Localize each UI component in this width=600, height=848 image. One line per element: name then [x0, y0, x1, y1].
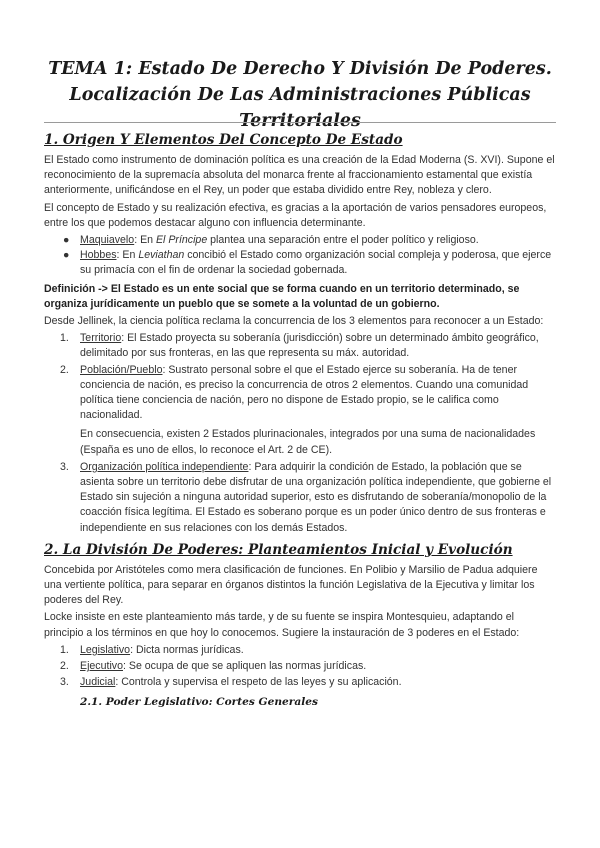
element-text: : El Estado proyecta su soberanía (jurisdicción) sobre un determinado ámbito geográfico, delimitado por sus fronteras, en las que representa su máx. autoridad.: [80, 332, 539, 360]
section-2-heading-text: 2. La División De Poderes: Planteamientos Inicial y Evolución: [44, 541, 513, 558]
title-divider: [44, 122, 556, 123]
list-item: [44, 233, 556, 248]
element-term: Población/Pueblo: [80, 363, 163, 376]
thinker-text-post: concibió el Estado como organización social compleja y poderosa, que ejerce su primacía con el fin de ordenar la sociedad gobernada.: [80, 249, 552, 277]
thinker-work: Leviathan: [138, 249, 185, 262]
power-text: : Dicta normas jurídicas.: [130, 643, 244, 656]
power-term: Ejecutivo: [80, 660, 123, 673]
definition-paragraph: [44, 282, 556, 312]
thinker-name: Hobbes: [80, 249, 117, 262]
power-term: Legislativo: [80, 643, 131, 656]
thinker-text-post: plantea una separación entre el poder político y religioso.: [207, 234, 479, 247]
section-1-heading: [44, 130, 556, 150]
power-text: : Se ocupa de que se apliquen las normas jurídicas.: [123, 660, 367, 673]
page-title: TEMA 1: Estado De Derecho Y División De Poderes. Localización De Las Administraciones Públicas Territoriales: [48, 59, 552, 131]
list-number: 3.: [60, 676, 69, 689]
thinker-work: El Príncipe: [155, 234, 208, 247]
list-number: 3.: [60, 460, 69, 473]
bullet-icon: ●: [63, 234, 70, 247]
section-2-paragraph-1: Concebida por Aristóteles como mera clasificación de funciones. En Polibio y Marsilio de Padua adquiere una vertiente política, para separar en órganos distintos la función Legislativa de la Ejecutiva y limitar los poderes del Rey.: [44, 563, 538, 607]
powers-list: [44, 643, 556, 691]
state-elements-list: [44, 331, 556, 536]
thinker-text-pre: : En: [116, 249, 139, 262]
section-1-paragraph-1: El Estado como instrumento de dominación política es una creación de la Edad Moderna (S. XVI). Supone el reconocimiento de la supremacía absoluta del monarca frente al fraccionamiento estamental que existía anteriormente, unificándose en el Rey, un poder que estaba dividido entre Rey, nobleza y clero.: [44, 154, 555, 197]
power-text: : Controla y supervisa el respeto de las leyes y su aplicación.: [115, 676, 402, 689]
definition-text: El Estado es un ente social que se forma cuando en un territorio determinado, se organiza jurídicamente un pueblo que se somete a la voluntad de un gobierno.: [44, 282, 520, 310]
section-2-heading: [44, 540, 556, 560]
element-text: : Para adquirir la condición de Estado, la población que se asienta sobre un territorio debe disfrutar de una organización política independiente, que gobierne el Estado sin sujeción a ninguna autoridad superior, esto es disfrutando de soberanía/monopolio de la coacción física legítima. El Estado es soberano porque es un poder único dentro de sus fronteras e independiente en sus relaciones con los demás Estados.: [80, 460, 552, 534]
list-number: 2.: [60, 660, 69, 673]
section-1-paragraph-2: El concepto de Estado y su realización efectiva, es gracias a la aportación de varios pensadores europeos, entre los que podemos destacar alguno con influencia determinante.: [44, 201, 547, 229]
list-number: 1.: [60, 332, 69, 345]
list-item: [44, 331, 556, 361]
thinkers-list: [44, 233, 556, 279]
document-body: [44, 130, 556, 710]
element-text: : Sustrato personal sobre el que el Estado ejerce su soberanía. Ha de tener conciencia de nación, es preciso la concurrencia de otros 2 elementos. Cuando una comunidad política tiene conciencia de nación, pero no dispone de Estado propio, se le califica como nacionalidad.: [80, 363, 529, 422]
definition-label: Definición ->: [44, 282, 108, 295]
section-2-paragraph-2: Locke insiste en este planteamiento más tarde, y de su fuente se inspira Montesquieu, adaptando el principio a los términos en que hoy lo conocemos. Sugiere la instauración de 3 poderes en el Estado:: [44, 611, 520, 639]
list-number: 2.: [60, 363, 69, 376]
nationality-note: En consecuencia, existen 2 Estados plurinacionales, integrados por una suma de nacionalidades (España es uno de ellos, lo reconoce el Art. 2 de CE).: [80, 428, 536, 456]
list-item: [44, 659, 556, 674]
power-term: Judicial: [80, 676, 116, 689]
list-item: [44, 363, 556, 458]
bullet-icon: ●: [63, 249, 70, 262]
section-1-paragraph-3: Desde Jellinek, la ciencia política reclama la concurrencia de los 3 elementos para reconocer a un Estado:: [44, 315, 544, 328]
list-item: [44, 460, 556, 536]
list-item: [44, 643, 556, 658]
element-term: Organización política independiente: [80, 460, 249, 473]
list-number: 1.: [60, 643, 69, 656]
element-term: Territorio: [80, 332, 122, 345]
section-1-heading-text: 1. Origen Y Elementos Del Concepto De Estado: [44, 132, 403, 148]
thinker-text-pre: : En: [134, 234, 156, 247]
list-item: [44, 248, 556, 278]
list-item: [44, 675, 556, 690]
thinker-name: Maquiavelo: [80, 234, 135, 247]
subsection-2-1-heading: 2.1. Poder Legislativo: Cortes Generales: [80, 695, 318, 708]
